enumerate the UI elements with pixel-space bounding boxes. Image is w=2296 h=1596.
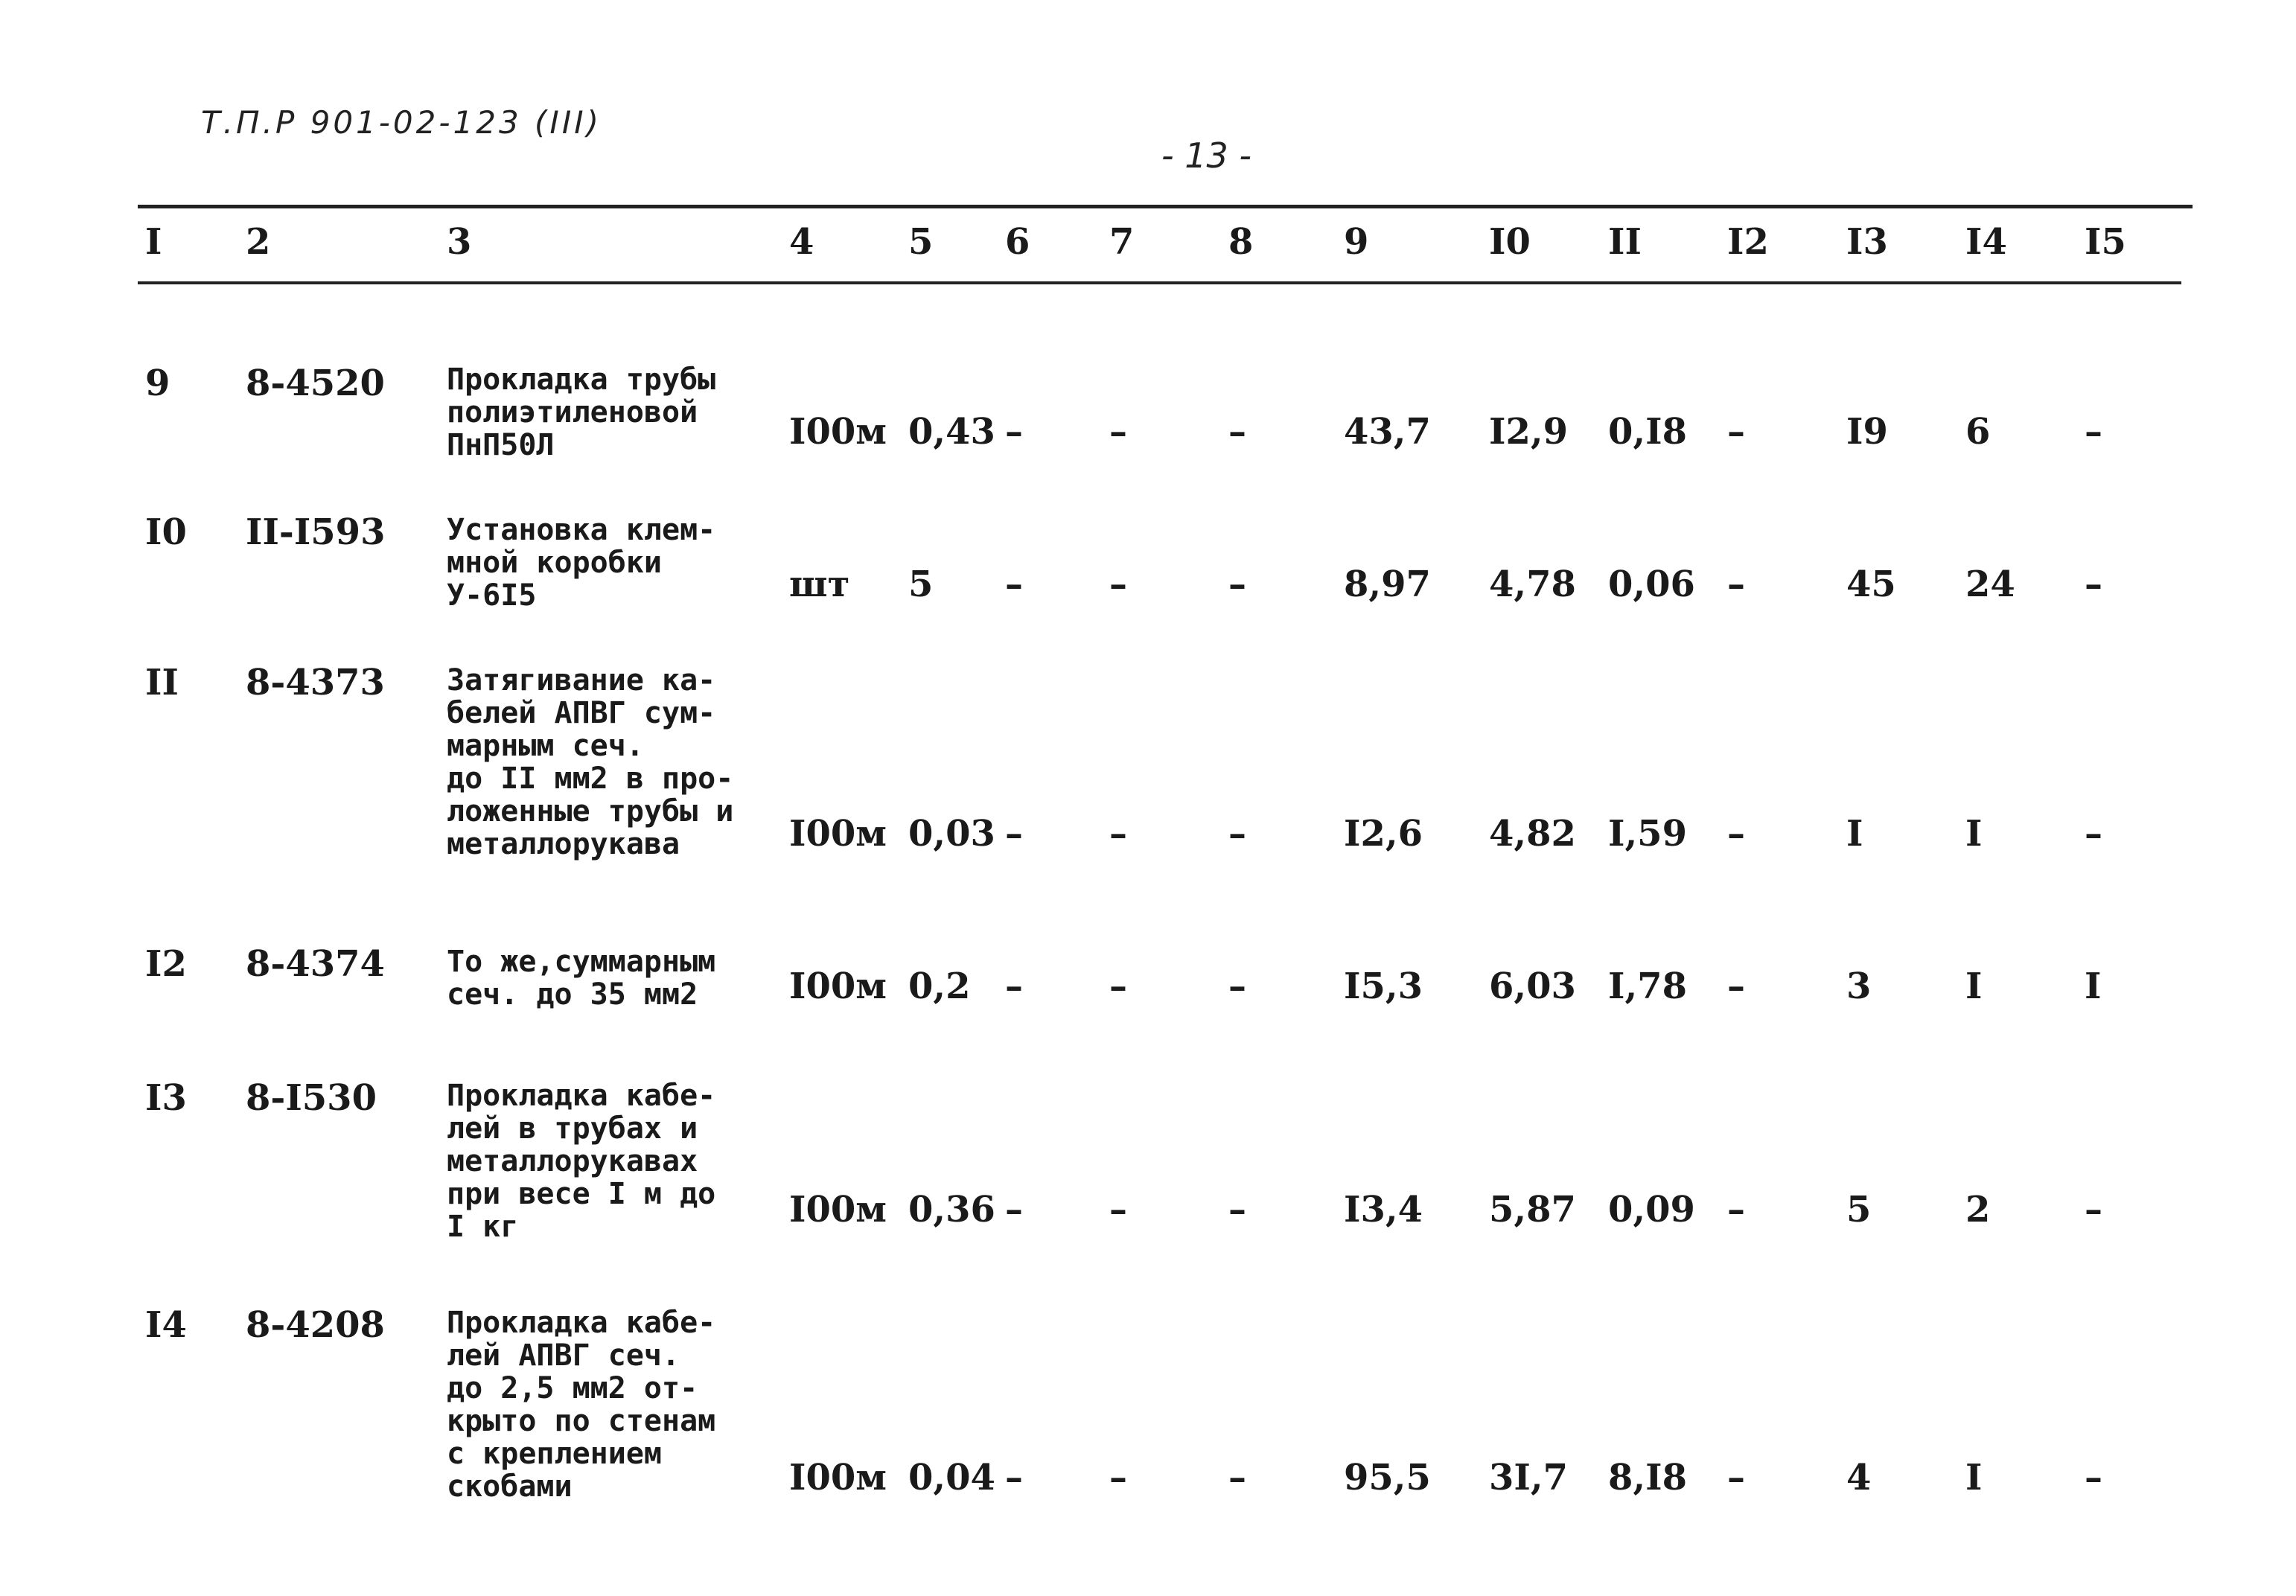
rate-code: 8-4520 bbox=[246, 363, 385, 404]
cell-col9: 8,97 bbox=[1344, 564, 1431, 605]
unit: I00м bbox=[789, 411, 887, 453]
cell-col13: 45 bbox=[1846, 564, 1896, 605]
description-line: Прокладка кабе- bbox=[447, 1079, 716, 1113]
work-description bbox=[447, 363, 715, 462]
row-number: II bbox=[145, 662, 179, 703]
description-line: То же,суммарным bbox=[447, 945, 716, 979]
quantity: 0,04 bbox=[908, 1457, 995, 1498]
cell-col7: – bbox=[1109, 965, 1127, 1007]
description-line: Затягивание ка- bbox=[447, 663, 716, 698]
description-line: металлорукава bbox=[447, 827, 680, 861]
description-line: лей АПВГ сеч. bbox=[447, 1338, 680, 1373]
quantity: 5 bbox=[908, 564, 934, 605]
cell-col12: – bbox=[1727, 564, 1745, 605]
column-header-8: 8 bbox=[1228, 221, 1254, 263]
description-line: ПнП50Л bbox=[447, 428, 555, 462]
cell-col11: 0,06 bbox=[1608, 564, 1695, 605]
quantity: 0,2 bbox=[908, 965, 971, 1007]
description-line: марным сеч. bbox=[447, 729, 644, 763]
column-header-14: I4 bbox=[1965, 221, 2007, 263]
column-header-13: I3 bbox=[1846, 221, 1888, 263]
description-line: У-6I5 bbox=[447, 578, 537, 613]
cell-col6: – bbox=[1005, 1189, 1023, 1230]
cell-col6: – bbox=[1005, 1457, 1023, 1498]
cell-col6: – bbox=[1005, 411, 1023, 453]
cell-col8: – bbox=[1228, 564, 1246, 605]
work-description bbox=[447, 1079, 715, 1243]
cell-col9: I5,3 bbox=[1344, 965, 1423, 1007]
cell-col8: – bbox=[1228, 813, 1246, 855]
rate-code: 8-4208 bbox=[246, 1304, 385, 1346]
cell-col11: 0,09 bbox=[1608, 1189, 1695, 1230]
cell-col8: – bbox=[1228, 1457, 1246, 1498]
column-header-1: I bbox=[145, 221, 162, 263]
description-line: Установка клем- bbox=[447, 513, 716, 547]
cell-col11: I,78 bbox=[1608, 965, 1687, 1007]
cell-col13: 5 bbox=[1846, 1189, 1872, 1230]
description-line: при весе I м до bbox=[447, 1177, 716, 1211]
cell-col11: 8,I8 bbox=[1608, 1457, 1687, 1498]
cell-col14: I bbox=[1965, 813, 1983, 855]
work-description bbox=[447, 514, 715, 612]
cell-col7: – bbox=[1109, 1189, 1127, 1230]
work-description bbox=[447, 945, 715, 1011]
unit: I00м bbox=[789, 1189, 887, 1230]
column-header-10: I0 bbox=[1489, 221, 1531, 263]
work-description bbox=[447, 664, 733, 861]
description-line: крыто по стенам bbox=[447, 1404, 716, 1438]
cell-col15: – bbox=[2085, 564, 2102, 605]
cell-col8: – bbox=[1228, 965, 1246, 1007]
cell-col10: 5,87 bbox=[1489, 1189, 1576, 1230]
cell-col15: – bbox=[2085, 411, 2102, 453]
quantity: 0,03 bbox=[908, 813, 995, 855]
unit: I00м bbox=[789, 965, 887, 1007]
column-header-4: 4 bbox=[789, 221, 814, 263]
cell-col12: – bbox=[1727, 813, 1745, 855]
column-header-6: 6 bbox=[1005, 221, 1030, 263]
cell-col13: I bbox=[1846, 813, 1863, 855]
column-header-9: 9 bbox=[1344, 221, 1369, 263]
cell-col6: – bbox=[1005, 965, 1023, 1007]
cell-col7: – bbox=[1109, 564, 1127, 605]
unit: шт bbox=[789, 564, 850, 605]
column-header-2: 2 bbox=[246, 221, 271, 263]
page-number: - 13 - bbox=[1161, 135, 1251, 176]
cell-col8: – bbox=[1228, 1189, 1246, 1230]
cell-col13: I9 bbox=[1846, 411, 1888, 453]
cell-col12: – bbox=[1727, 965, 1745, 1007]
description-line: полиэтиленовой bbox=[447, 395, 698, 430]
row-number: I2 bbox=[145, 943, 187, 985]
cell-col7: – bbox=[1109, 813, 1127, 855]
quantity: 0,36 bbox=[908, 1189, 995, 1230]
description-line: ложенные трубы и bbox=[447, 794, 734, 829]
cell-col15: – bbox=[2085, 1189, 2102, 1230]
cell-col13: 4 bbox=[1846, 1457, 1872, 1498]
column-header-15: I5 bbox=[2085, 221, 2126, 263]
rate-code: 8-4374 bbox=[246, 943, 385, 985]
description-line: Прокладка трубы bbox=[447, 363, 716, 397]
cell-col11: I,59 bbox=[1608, 813, 1687, 855]
cell-col10: 3I,7 bbox=[1489, 1457, 1568, 1498]
cell-col9: 43,7 bbox=[1344, 411, 1431, 453]
cell-col10: 6,03 bbox=[1489, 965, 1576, 1007]
cell-col15: – bbox=[2085, 1457, 2102, 1498]
cell-col9: I3,4 bbox=[1344, 1189, 1423, 1230]
cell-col10: 4,82 bbox=[1489, 813, 1576, 855]
table-top-rule bbox=[138, 205, 2193, 208]
column-header-3: 3 bbox=[447, 221, 472, 263]
cell-col14: 24 bbox=[1965, 564, 2015, 605]
description-line: Прокладка кабе- bbox=[447, 1306, 716, 1340]
cell-col13: 3 bbox=[1846, 965, 1872, 1007]
row-number: 9 bbox=[145, 363, 170, 404]
unit: I00м bbox=[789, 1457, 887, 1498]
cell-col14: I bbox=[1965, 1457, 1983, 1498]
cell-col7: – bbox=[1109, 1457, 1127, 1498]
row-number: I0 bbox=[145, 511, 187, 553]
cell-col9: I2,6 bbox=[1344, 813, 1423, 855]
table-header-rule bbox=[138, 281, 2181, 284]
rate-code: II-I593 bbox=[246, 511, 386, 553]
description-line: скобами bbox=[447, 1469, 573, 1504]
column-header-11: II bbox=[1608, 221, 1642, 263]
cell-col6: – bbox=[1005, 564, 1023, 605]
description-line: с креплением bbox=[447, 1437, 662, 1471]
description-line: лей в трубах и bbox=[447, 1111, 698, 1146]
cell-col15: I bbox=[2085, 965, 2102, 1007]
work-description bbox=[447, 1306, 715, 1503]
description-line: I кг bbox=[447, 1210, 519, 1244]
description-line: до 2,5 мм2 от- bbox=[447, 1371, 698, 1405]
row-number: I4 bbox=[145, 1304, 187, 1346]
cell-col9: 95,5 bbox=[1344, 1457, 1431, 1498]
description-line: до II мм2 в про- bbox=[447, 762, 734, 796]
description-line: сеч. до 35 мм2 bbox=[447, 977, 698, 1012]
cell-col6: – bbox=[1005, 813, 1023, 855]
unit: I00м bbox=[789, 813, 887, 855]
cell-col14: I bbox=[1965, 965, 1983, 1007]
rate-code: 8-I530 bbox=[246, 1077, 377, 1119]
document-code: Т.П.Р 901-02-123 (III) bbox=[201, 104, 602, 141]
cell-col10: 4,78 bbox=[1489, 564, 1576, 605]
description-line: металлорукавах bbox=[447, 1144, 698, 1178]
cell-col10: I2,9 bbox=[1489, 411, 1568, 453]
cell-col8: – bbox=[1228, 411, 1246, 453]
column-header-5: 5 bbox=[908, 221, 934, 263]
description-line: белей АПВГ сум- bbox=[447, 696, 716, 730]
row-number: I3 bbox=[145, 1077, 187, 1119]
cell-col14: 6 bbox=[1965, 411, 1991, 453]
quantity: 0,43 bbox=[908, 411, 995, 453]
column-header-12: I2 bbox=[1727, 221, 1769, 263]
rate-code: 8-4373 bbox=[246, 662, 385, 703]
cell-col12: – bbox=[1727, 411, 1745, 453]
cell-col11: 0,I8 bbox=[1608, 411, 1687, 453]
cell-col15: – bbox=[2085, 813, 2102, 855]
description-line: мной коробки bbox=[447, 546, 662, 580]
cell-col14: 2 bbox=[1965, 1189, 1991, 1230]
cell-col12: – bbox=[1727, 1189, 1745, 1230]
cell-col12: – bbox=[1727, 1457, 1745, 1498]
cell-col7: – bbox=[1109, 411, 1127, 453]
column-header-7: 7 bbox=[1109, 221, 1135, 263]
